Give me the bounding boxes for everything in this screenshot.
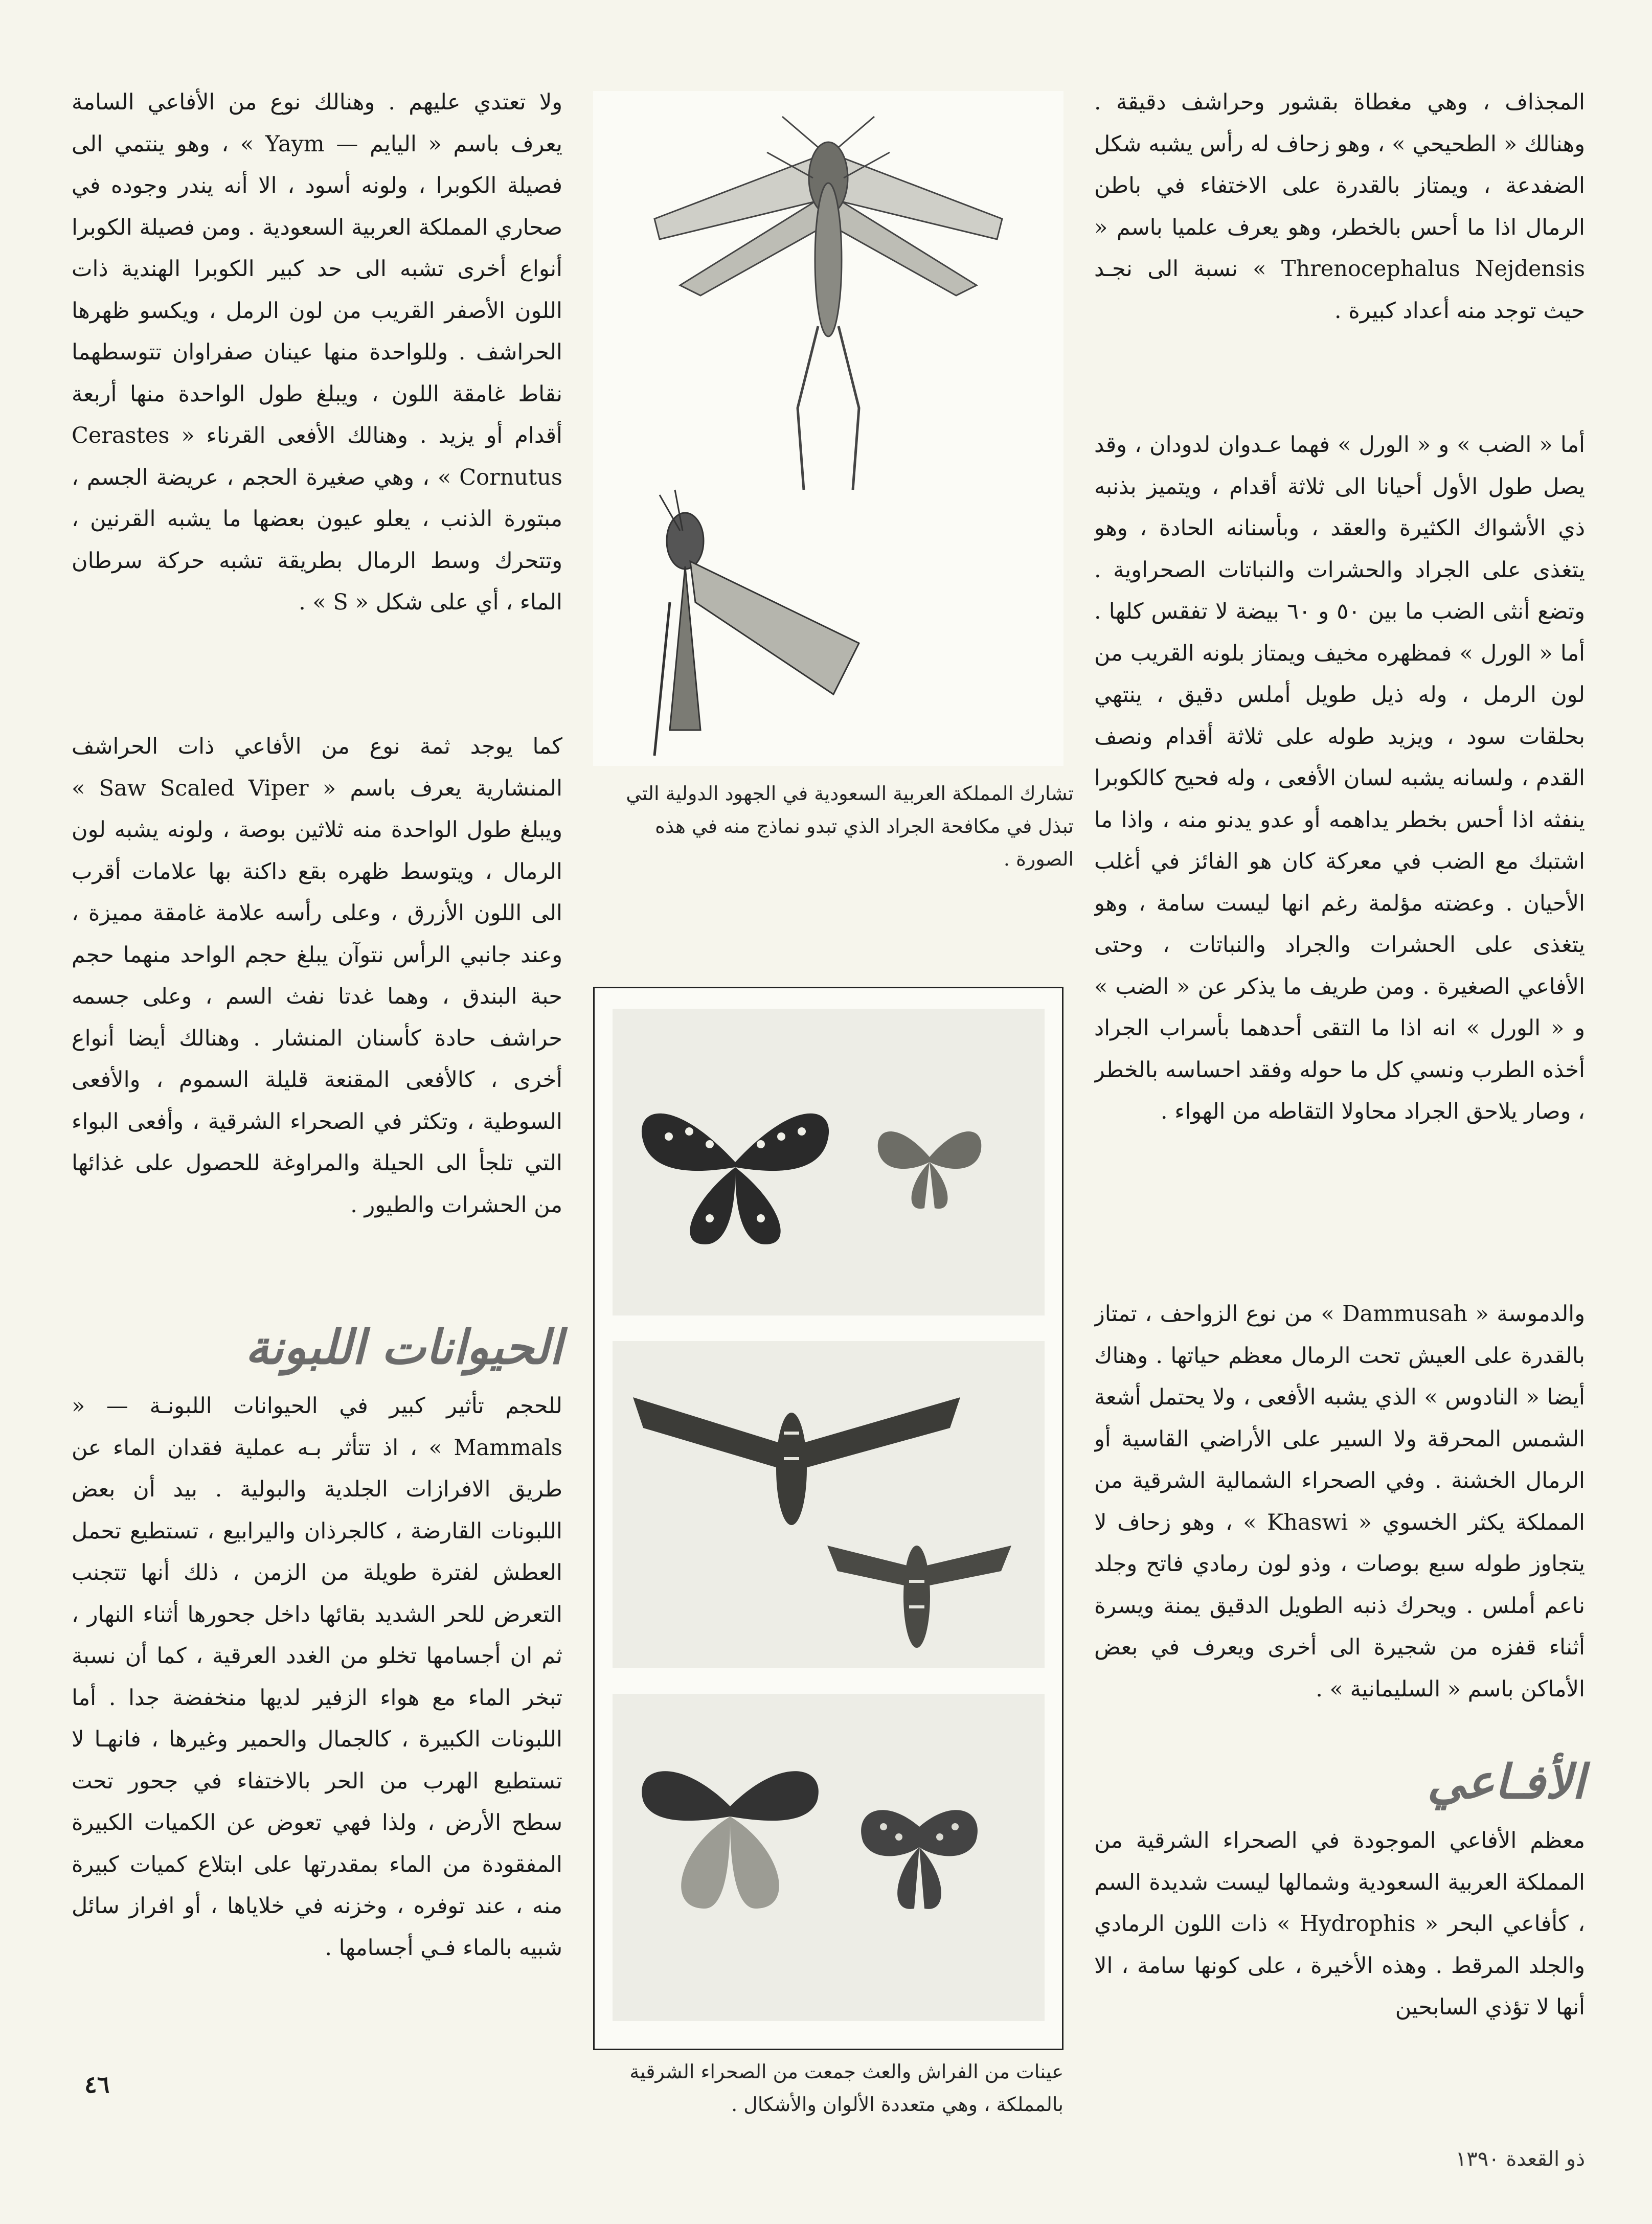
left-text-column xyxy=(72,82,562,2101)
butterflies-illustration-2 xyxy=(613,1694,1045,2021)
paragraph: ولا تعتدي عليهم . وهنالك نوع من الأفاعي السامة يعرف باسم « اليايم — Yaym » ، وهو ينتمي الى فصيلة الكوبرا ، ولونه أسود ، الا أنه يندر وجوده في صحاري المملكة العربية السعودية . ومن فصيلة الكوبرا أنواع أخرى تشبه الى حد كبير الكوبرا الهندية ذات اللون الأصفر القريب من لون الرمل ، ويكسو ظهرها الحراشف . وللواحدة منها عينان صفراوان تتوسطهما نقاط غامقة اللون ، ويبلغ طول الواحدة منها أربعة أقدام أو يزيد . وهنالك الأفعى القرناء « Cerastes Cornutus » ، وهي صغيرة الحجم ، عريضة الجسم ، مبتورة الذنب ، يعلو عيون بعضها ما يشبه القرنين ، وتتحرك وسط الرمال بطريقة تشبه حركة سرطان الماء ، أي على شكل « S » . xyxy=(72,89,562,615)
paragraph: المجذاف ، وهي مغطاة بقشور وحراشف دقيقة . وهنالك « الطحيحي » ، وهو زحاف له رأس يشبه شكل الضفدعة ، ويمتاز بالقدرة على الاختفاء في باطن الرمال اذا ما أحس بالخطر، وهو يعرف علميا باسم « Threnocephalus Nejdensis » نسبة الى نجـد حيث توجد منه أعداد كبيرة . xyxy=(1094,89,1585,324)
butterflies-panel-top xyxy=(613,1009,1045,1315)
paragraph: أما « الضب » و « الورل » فهما عـدوان لدودان ، وقد يصل طول الأول أحيانا الى ثلاثة أقدام ، ويتميز بذنبه ذي الأشواك الكثيرة والعقد ، وبأسنانه الحادة ، وهو يتغذى على الجراد والحشرات والنباتات الصحراوية . وتضع أنثى الضب ما بين ٥٠ و ٦٠ بيضة لا تفقس كلها . أما « الورل » فمظهره مخيف ويمتاز بلونه القريب من لون الرمل ، وله ذيل طويل أملس دقيق ، ينتهي بحلقات سود ، ويزيد طوله على ثلاثة أقدام ونصف القدم ، ولسانه يشبه لسان الأفعى ، وله فحيح كالكوبرا ينفثه اذا أحس بخطر يداهمه أو عدو يدنو منه ، واذا ما اشتبك مع الضب في معركة كان هو الفائز في أغلب الأحيان . وعضته مؤلمة رغم انها ليست سامة ، وهو يتغذى على الحشرات والجراد والنباتات ، وحتى الأفاعي الصغيرة . ومن طريف ما يذكر عن « الضب » و « الورل » انه اذا ما التقى أحدهما بأسراب الجراد أخذه الطرب ونسي كل ما حوله وفقد احساسه بالخطر ، وصار يلاحق الجراد محاولا التقاطه من الهواء . xyxy=(1094,432,1585,1124)
butterflies-panel-bottom xyxy=(613,1694,1045,2021)
paragraph: للحجم تأثير كبير في الحيوانات اللبونـة — « Mammals » ، اذ تتأثر بـه عملية فقدان الماء عن طريق الافرازات الجلدية والبولية . بيد أن بعض اللبونات القارضة ، كالجرذان واليرابيع ، تستطيع تحمل العطش لفترة طويلة من الزمن ، ذلك أنها تتجنب التعرض للحر الشديد بقائها داخل جحورها أثناء النهار ، ثم ان أجسامها تخلو من الغدد العرقية ، كما أن نسبة تبخر الماء مع هواء الزفير لديها منخفضة جدا . أما اللبونات الكبيرة ، كالجمال والحمير وغيرها ، فانهـا لا تستطيع الهرب من الحر بالاختفاء في جحور تحت سطح الأرض ، ولذا فهي تعوض عن الكميات الكبيرة المفقودة من الماء بمقدرتها على ابتلاع كميات كبيرة منه ، عند توفره ، وخزنه في خلاياها ، أو افراز سائل شبيه بالماء فـي أجسامها . xyxy=(72,1393,562,1961)
section-heading-mammals: الحيوانات اللبونة xyxy=(245,1320,562,1375)
section-heading-snakes: الأفـاعي xyxy=(1427,1754,1585,1809)
page-number: ٤٦ xyxy=(84,2071,110,2098)
moths-photo-frame xyxy=(593,987,1063,2050)
paragraph: كما يوجد ثمة نوع من الأفاعي ذات الحراشف المنشارية يعرف باسم « Saw Scaled Viper » ويبلغ طول الواحدة منه ثلاثين بوصة ، ولونه يشبه لون الرمال ، ويتوسط ظهره بقع داكنة بها علامات أقرب الى اللون الأزرق ، وعلى رأسه علامة غامقة مميزة ، وعند جانبي الرأس نتوآن يبلغ حجم الواحد منهما حجم حبة البندق ، وهما غدتا نفث السم ، وعلى جسمه حراشف حادة كأسنان المنشار . وهنالك أيضا أنواع أخرى ، كالأفعى المقنعة قليلة السموم ، والأفعى السوطية ، وتكثر في الصحراء الشرقية ، وأفعى البواء التي تلجأ الى الحيلة والمراوغة للحصول على غذائها من الحشرات والطيور . xyxy=(72,734,562,1218)
moths-panel-middle xyxy=(613,1341,1045,1668)
paragraph: معظم الأفاعي الموجودة في الصحراء الشرقية من المملكة العربية السعودية وشمالها ليست شديدة السم ، كأفاعي البحر « Hydrophis » ذات اللون الرمادي والجلد المرقط . وهذه الأخيرة ، على كونها سامة ، الا أنها لا تؤذي السابحين xyxy=(1094,1828,1585,2020)
moths-caption: عينات من الفراش والعث جمعت من الصحراء الشرقية بالمملكة ، وهي متعددة الألوان والأشكال . xyxy=(629,2060,1063,2116)
locust-illustration xyxy=(593,91,1063,766)
right-text-column xyxy=(1094,82,1585,2035)
locusts-photo xyxy=(593,91,1063,766)
issue-date: ذو القعدة ١٣٩٠ xyxy=(1455,2147,1585,2171)
butterflies-illustration xyxy=(613,1009,1045,1315)
locusts-caption: تشارك المملكة العربية السعودية في الجهود الدولية التي تبذل في مكافحة الجراد الذي تبدو نماذج منه في هذه الصورة . xyxy=(626,782,1074,870)
paragraph: والدموسة « Dammusah » من نوع الزواحف ، تمتاز بالقدرة على العيش تحت الرمال معظم حياتها . وهناك أيضا « النادوس » الذي يشبه الأفعى ، ولا يحتمل أشعة الشمس المحرقة ولا السير على الأراضي القاسية أو الرمال الخشنة . وفي الصحراء الشمالية الشرقية من المملكة يكثر الخسوي « Khaswi » ، وهو زحاف لا يتجاوز طوله سبع بوصات ، وذو لون رمادي فاتح وجلد ناعم أملس . ويحرك ذنبه الطويل الدقيق يمنة ويسرة أثناء قفزه من شجيرة الى أخرى ويعرف في بعض الأماكن باسم « السليمانية » . xyxy=(1094,1301,1585,1702)
moths-illustration xyxy=(613,1341,1045,1668)
